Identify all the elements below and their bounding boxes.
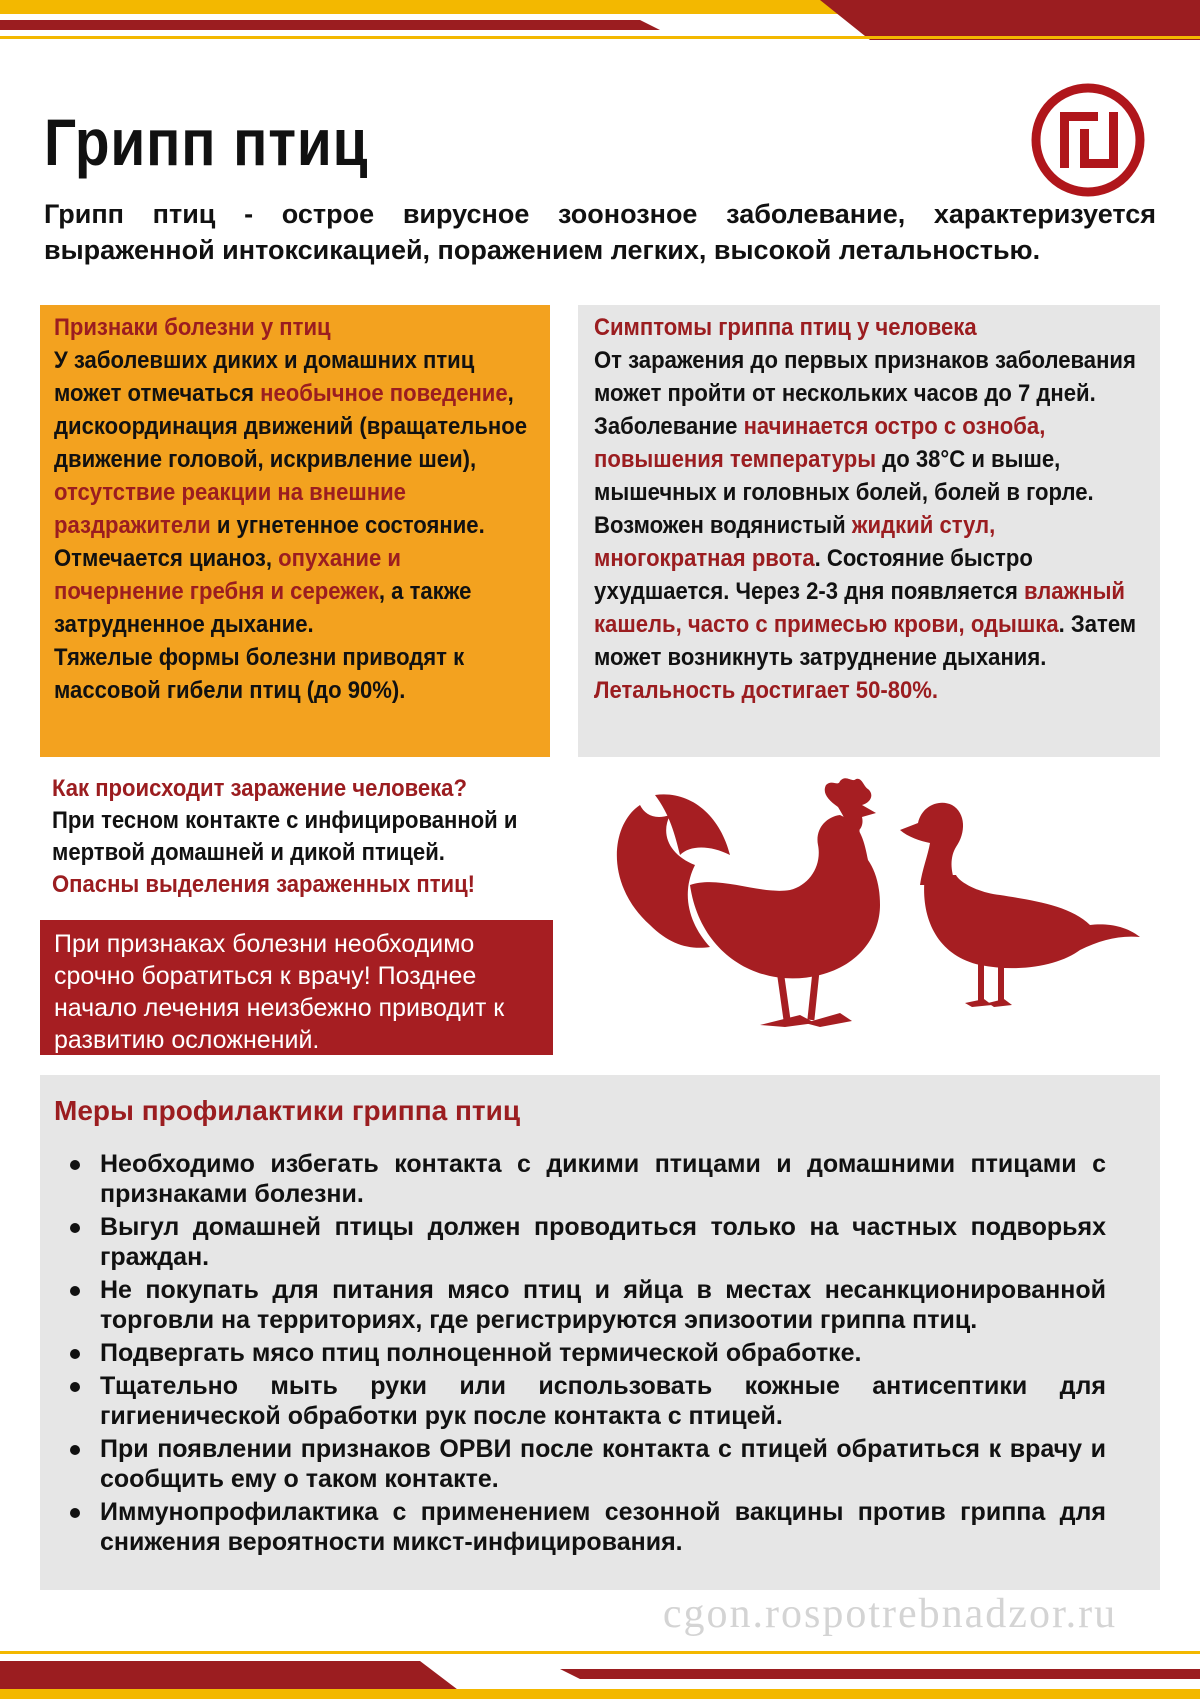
bird-text-2: , дискоординация движений (вращательное движение головой, искривление шеи), — [54, 380, 528, 473]
list-item: Иммунопрофилактика с применением сезонной вакцины против гриппа для снижения вероятности микст-инфицирования. — [54, 1497, 1106, 1557]
rospotrebnadzor-logo-icon — [1030, 82, 1146, 198]
bird-text-4: , а также затрудненное дыхание. — [54, 578, 472, 638]
list-item: Подвергать мясо птиц полноценной термической обработке. — [54, 1338, 1106, 1368]
bird-highlight-3: опухание и почернение гребня и сережек — [54, 545, 401, 605]
human-highlight-2: жидкий стул, многократная рвота — [594, 512, 996, 572]
bird-text-1: У заболевших диких и домашних птиц может отмечаться — [54, 347, 475, 407]
human-text-2: до 38°С и выше, мышечных и головных болей, болей в горле. Возможен водянистый — [594, 446, 1094, 539]
birds-illustration — [600, 775, 1170, 1040]
top-decoration — [0, 0, 1200, 60]
bird-highlight-1: необычное поведение — [260, 380, 508, 407]
list-item: Тщательно мыть руки или использовать кожные антисептики для гигиенической обработки рук после контакта с птицей. — [54, 1371, 1106, 1431]
infection-text: При тесном контакте с инфицированной и мертвой домашней и дикой птицей. — [52, 807, 518, 866]
doctor-warning-panel — [40, 920, 553, 1055]
human-symptoms-panel — [578, 305, 1160, 757]
infection-section — [40, 773, 580, 903]
website-watermark: cgon.rospotrebnadzor.ru — [662, 1591, 1118, 1637]
list-item: Выгул домашней птицы должен проводиться только на частных подворьях граждан. — [54, 1212, 1106, 1272]
intro-text: Грипп птиц - острое вирусное зоонозное заболевание, характеризуется выраженной интоксикацией, поражением легких, высокой летальностью. — [44, 199, 1156, 265]
human-symptoms-title: Симптомы гриппа птиц у человека — [594, 314, 977, 341]
human-text-3: . Состояние быстро ухудшается. Через 2-3 дня появляется — [594, 545, 1033, 605]
prevention-title: Меры профилактики гриппа птиц — [54, 1095, 521, 1126]
doctor-warning-text: При признаках болезни необходимо срочно боратиться к врачу! Позднее начало лечения неизбежно приводит к развитию осложнений. — [54, 930, 505, 1054]
infection-warning: Опасны выделения зараженных птиц! — [52, 871, 476, 898]
bird-highlight-2: отсутствие реакции на внешние раздражители — [54, 479, 406, 539]
prevention-panel — [40, 1075, 1160, 1590]
list-item: Необходимо избегать контакта с дикими птицами и домашними птицами с признаками болезни. — [54, 1149, 1106, 1209]
human-lethality: Летальность достигает 50-80%. — [594, 677, 939, 704]
bird-symptoms-title: Признаки болезни у птиц — [54, 314, 331, 341]
bottom-decoration — [0, 1639, 1200, 1699]
bird-text-3: и угнетенное состояние. Отмечается цианоз, — [54, 512, 485, 572]
prevention-list — [54, 1149, 1106, 1557]
bird-text-5: Тяжелые формы болезни приводят к массовой гибели птиц (до 90%). — [54, 644, 465, 704]
infection-title: Как происходит заражение человека? — [52, 775, 467, 802]
bird-symptoms-panel — [40, 305, 550, 757]
human-text-4: . Затем может возникнуть затруднение дыхания. — [594, 611, 1137, 671]
duck-icon — [900, 803, 1140, 1007]
rooster-icon — [617, 778, 880, 1027]
page-title: Грипп птиц — [44, 105, 369, 179]
list-item: Не покупать для питания мясо птиц и яйца в местах несанкционированной торговли на территориях, где регистрируются эпизоотии гриппа птиц. — [54, 1275, 1106, 1335]
human-highlight-1: начинается остро с озноба, повышения температуры — [594, 413, 1046, 473]
human-highlight-3: влажный кашель, часто с примесью крови, одышка — [594, 578, 1125, 638]
list-item: При появлении признаков ОРВИ после контакта с птицей обратиться к врачу и сообщить ему о таком контакте. — [54, 1434, 1106, 1494]
human-text-1: От заражения до первых признаков заболевания может пройти от нескольких часов до 7 дней. Заболевание — [594, 347, 1136, 440]
